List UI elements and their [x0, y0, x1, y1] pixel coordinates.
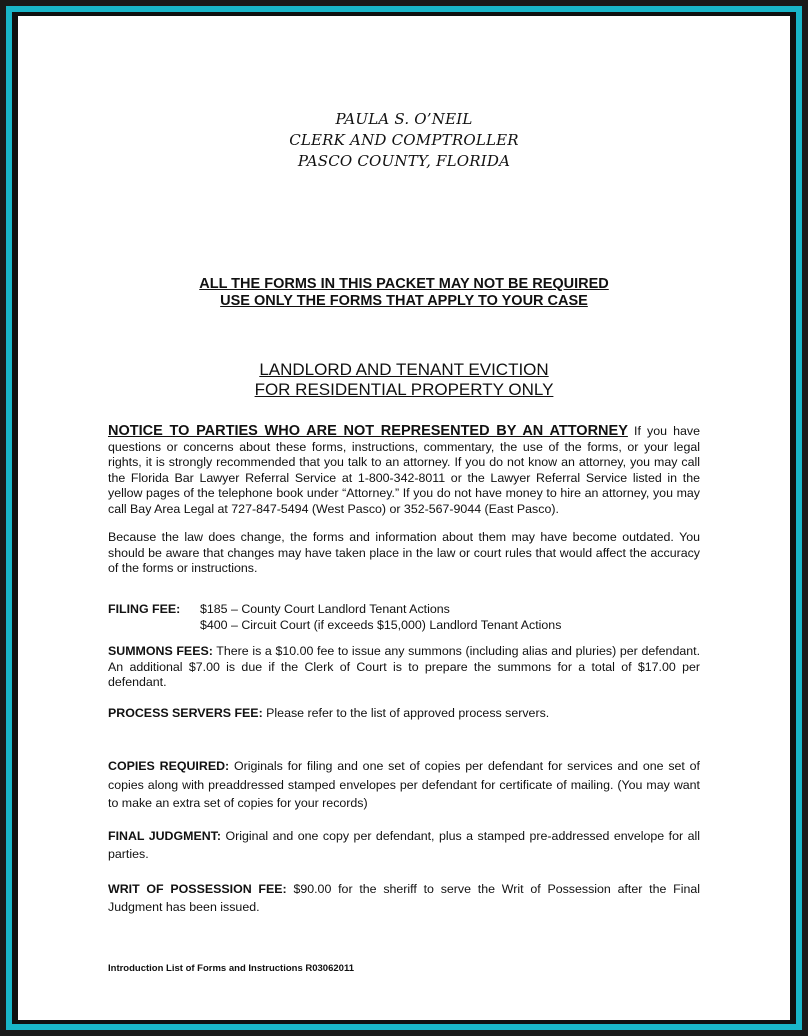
document-page	[18, 16, 790, 1020]
notice-heading: NOTICE TO PARTIES WHO ARE NOT REPRESENTED BY AN ATTORNEY	[108, 423, 628, 439]
filing-fee-county: $185 – County Court Landlord Tenant Actions	[200, 602, 450, 616]
header-office: CLERK AND COMPTROLLER	[289, 131, 519, 149]
clerk-header	[18, 109, 790, 172]
summons-body: There is a $10.00 fee to issue any summons (including alias and pluries) per defendant. An additional $7.00 is due if the Clerk of Court is to prepare the summons for a total of $17.00 per defendant.	[108, 644, 701, 689]
warning-line-1: ALL THE FORMS IN THIS PACKET MAY NOT BE REQUIRED	[199, 276, 609, 292]
filing-fee-row	[108, 601, 450, 617]
law-change-paragraph: Because the law does change, the forms and information about them may have become outdated. You should be aware that changes may have taken place in the law or court rules that would affect the accuracy of the forms or instructions.	[108, 530, 700, 575]
process-servers-paragraph	[108, 706, 700, 722]
final-judgment-paragraph	[108, 828, 700, 863]
copies-label: COPIES REQUIRED:	[108, 759, 230, 773]
process-body: Please refer to the list of approved process servers.	[266, 706, 550, 720]
notice-paragraph	[108, 424, 700, 517]
title-line-1: LANDLORD AND TENANT EVICTION	[259, 360, 549, 379]
writ-label: WRIT OF POSSESSION FEE:	[108, 882, 287, 896]
writ-paragraph	[108, 881, 700, 916]
copies-paragraph	[108, 757, 700, 813]
writ-body: $90.00 for the sheriff to serve the Writ of Possession after the Final Judgment has been issued.	[108, 882, 700, 914]
filing-fee-circuit: $400 – Circuit Court (if exceeds $15,000) Landlord Tenant Actions	[200, 618, 562, 632]
document-title	[18, 360, 790, 400]
final-judgment-body: Original and one copy per defendant, plus a stamped pre-addressed envelope for all parties.	[108, 829, 700, 861]
title-line-2: FOR RESIDENTIAL PROPERTY ONLY	[254, 380, 554, 399]
warning-line-2: USE ONLY THE FORMS THAT APPLY TO YOUR CASE	[220, 293, 588, 309]
notice-body: If you have questions or concerns about these forms, instructions, commentary, the use of the forms, or your legal rights, it is strongly recommended that you talk to an attorney. If you do not know an attorney, you may call the Florida Bar Lawyer Referral Service at 1-800-342-8011 or the Lawyer Referral Service listed in the yellow pages of the telephone book under “Attorney.” If you do not have money to hire an attorney, you may call Bay Area Legal at 727-847-5494 (West Pasco) or 352-567-9044 (East Pasco).	[108, 424, 700, 516]
copies-body: Originals for filing and one set of copies per defendant for services and one set of copies along with preaddressed stamped envelopes per defendant for certificate of mailing. (You may want to make an extra set of copies for your records)	[108, 759, 700, 810]
filing-fee-label: FILING FEE:	[108, 602, 181, 616]
header-name: PAULA S. O’NEIL	[335, 110, 473, 128]
final-judgment-label: FINAL JUDGMENT:	[108, 829, 221, 843]
header-county: PASCO COUNTY, FLORIDA	[297, 152, 511, 170]
process-label: PROCESS SERVERS FEE:	[108, 706, 263, 720]
summons-paragraph	[108, 644, 700, 691]
footer-note: Introduction List of Forms and Instructions R03062011	[108, 963, 354, 974]
summons-label: SUMMONS FEES:	[108, 644, 213, 658]
forms-warning	[18, 276, 790, 310]
